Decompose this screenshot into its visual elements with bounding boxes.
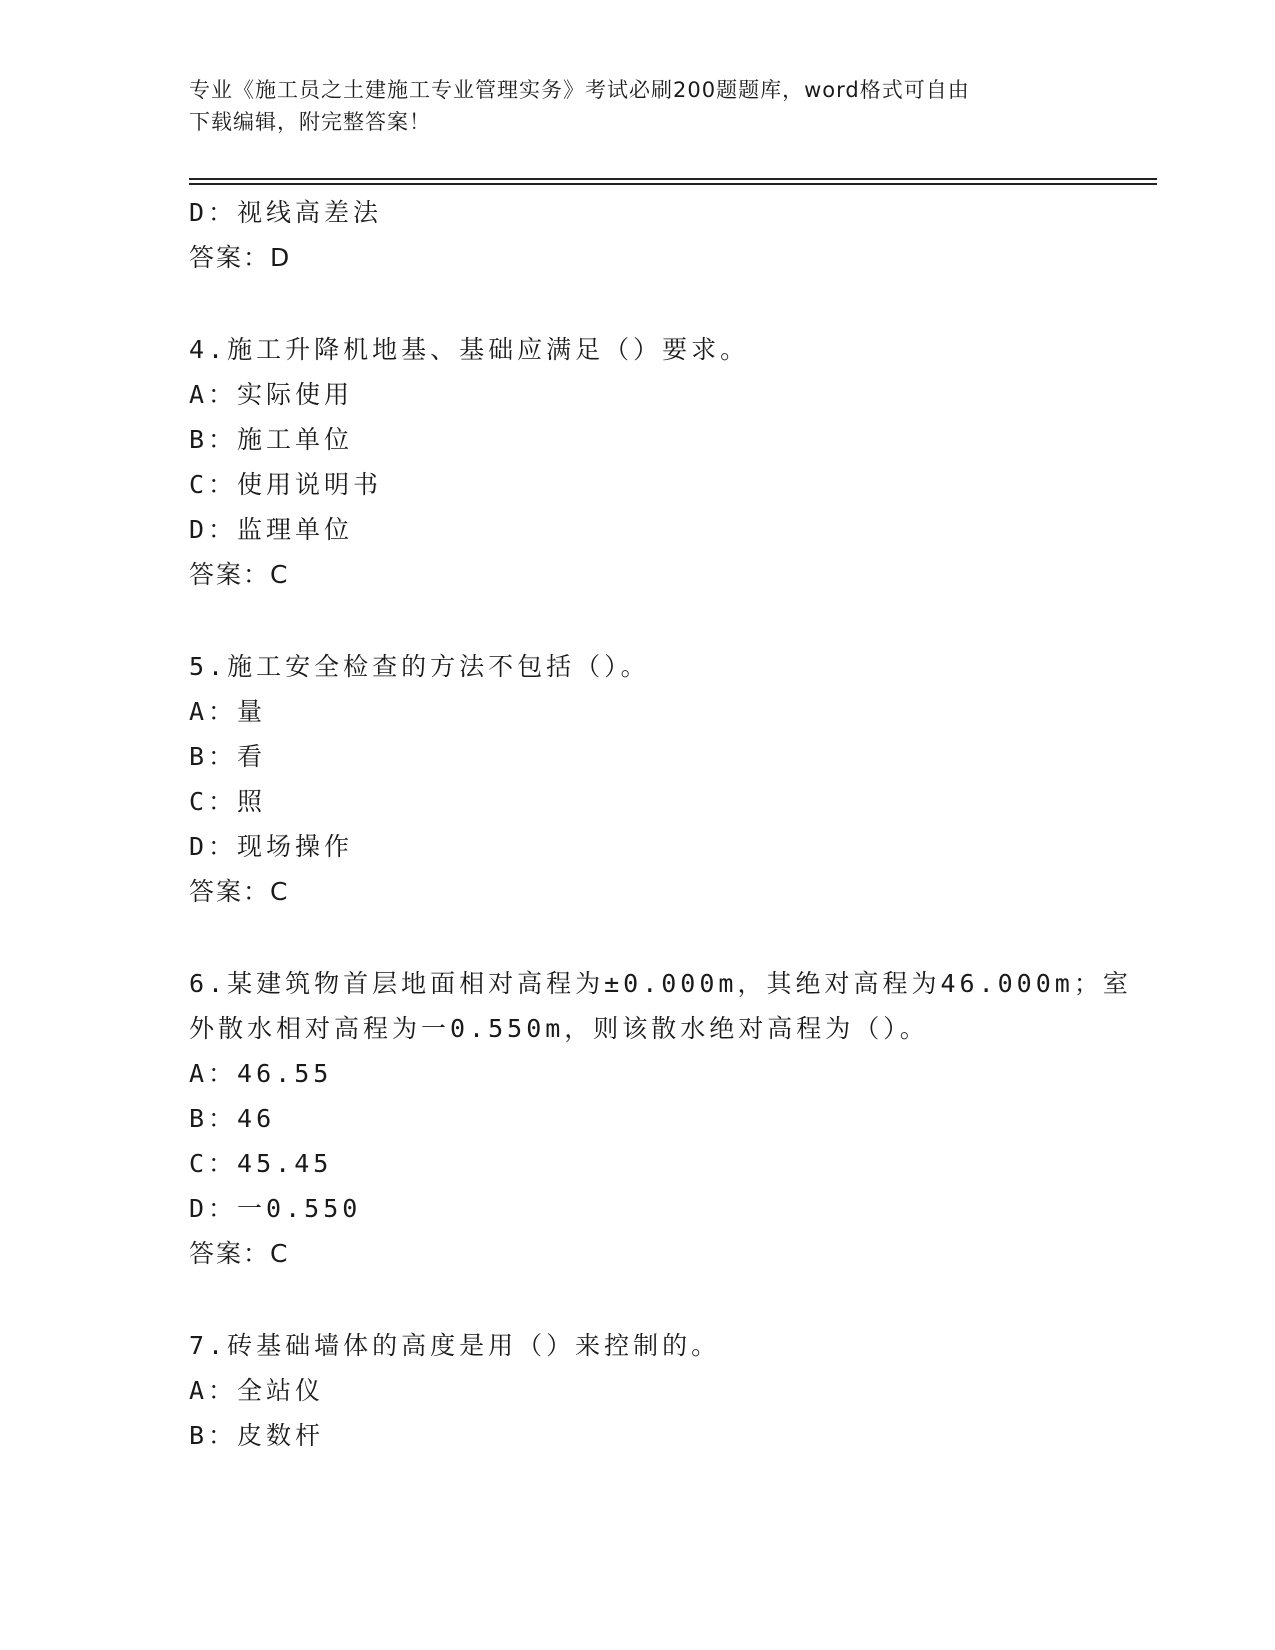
question-block [189,327,1089,597]
option-b: B：46 [189,1104,276,1133]
option-a: A：量 [189,697,267,726]
answer-line: 答案：C [189,877,290,906]
option-d: D：视线高差法 [189,198,383,227]
question-stem-line-1: 6.某建筑物首层地面相对高程为±0.000m，其绝对高程为46.000m；室 [189,969,1132,998]
document-header [189,74,1109,138]
question-block [189,644,1089,914]
option-c: C：使用说明书 [189,470,383,499]
option-c: C：45.45 [189,1149,333,1178]
option-a: A：46.55 [189,1059,333,1088]
option-c: C：照 [189,787,267,816]
question-stem: 4.施工升降机地基、基础应满足（）要求。 [189,335,750,364]
option-a: A：全站仪 [189,1376,325,1405]
option-b: B：皮数杆 [189,1421,325,1450]
question-stem: 5.施工安全检查的方法不包括（）。 [189,652,650,681]
question-block [189,961,1132,1276]
question-stem: 7.砖基础墙体的高度是用（）来控制的。 [189,1331,721,1360]
header-line-2: 下载编辑，附完整答案！ [189,110,431,134]
question-list [189,190,1132,1458]
question-stem-line-2: 外散水相对高程为一0.550m，则该散水绝对高程为（）。 [189,1014,929,1043]
option-b: B：看 [189,742,267,771]
option-d: D：现场操作 [189,832,354,861]
question-block [189,1323,1089,1458]
option-a: A：实际使用 [189,380,354,409]
answer-line: 答案：D [189,243,292,272]
option-d: D：监理单位 [189,515,354,544]
header-line-1: 专业《施工员之土建施工专业管理实务》考试必刷200题题库，word格式可自由 [189,78,970,102]
header-divider-bottom [189,183,1157,185]
option-d: D：一0.550 [189,1194,362,1223]
header-divider-top [189,178,1157,180]
answer-line: 答案：C [189,560,290,589]
option-b: B：施工单位 [189,425,354,454]
answer-line: 答案：C [189,1239,290,1268]
